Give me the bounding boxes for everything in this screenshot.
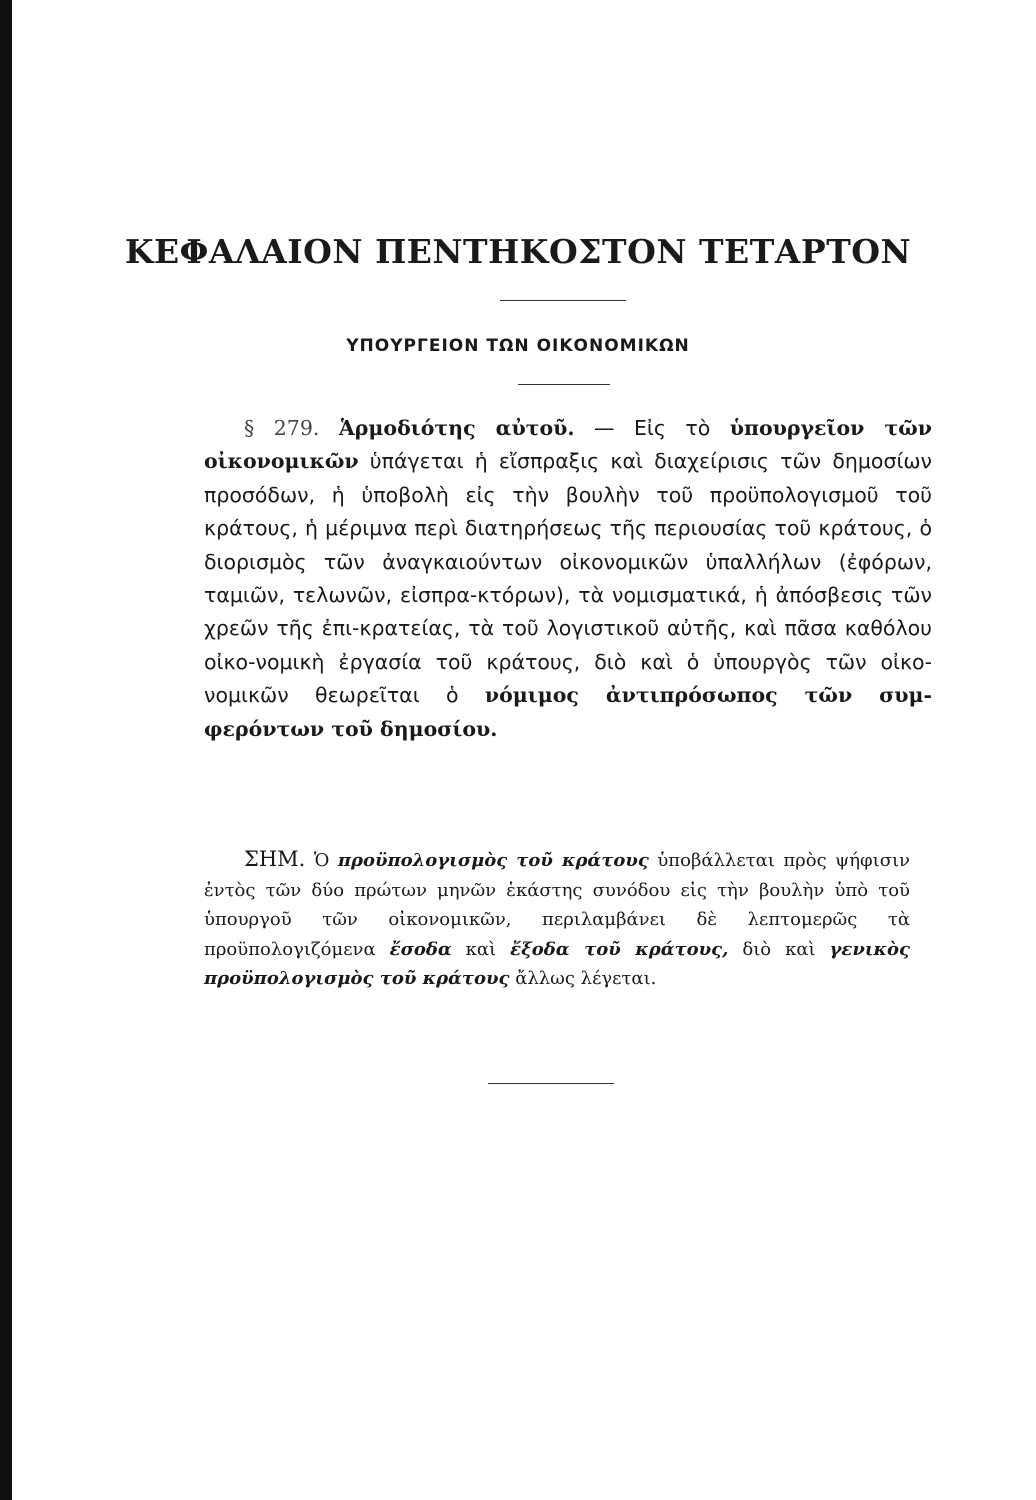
note-text: ὑποβάλλεται πρὸς ψήφισιν ἐντὸς τῶν δύο πρώτων μηνῶν ἑκάστης συνόδου εἰς τὴν βουλὴν ὑπὸ τοῦ ὑπουργοῦ τῶν οἰκονομικῶν, περιλαμβάνει δὲ λεπτομερῶς τὰ προϋπολογιζόμενα	[204, 850, 910, 960]
paragraph-279	[204, 412, 932, 746]
note-label: ΣΗΜ.	[244, 847, 306, 871]
note-emphasis: ἔσοδα	[389, 938, 452, 960]
paragraph-number: § 279.	[244, 416, 320, 440]
paragraph-heading: Ἁρμοδιότης αὐτοῦ.	[338, 416, 575, 440]
paragraph-bold-term: ὑπουργεῖον τῶν οἰκονομικῶν	[204, 416, 932, 474]
note-emphasis: γενικὸς προϋπολογισμὸς τοῦ κράτους	[204, 938, 911, 989]
note-text: διὸ καὶ	[728, 938, 830, 960]
note-emphasis: ἔξοδα τοῦ κράτους,	[510, 938, 729, 960]
paragraph-text: ὑπάγεται ἡ εἴσπραξις καὶ διαχείρισις τῶν δημοσίων προσόδων, ἡ ὑποβολὴ εἰς τὴν βουλὴν τοῦ προϋπολογισμοῦ τοῦ κράτους, ἡ μέριμνα περὶ διατηρήσεως τῆς περιουσίας τοῦ κράτους, ὁ διορισμὸς τῶν ἀναγκαιούντων οἰκονομικῶν ὑπαλλήλων (ἐφόρων, ταμιῶν, τελωνῶν, εἰσπρα-κτόρων), τὰ νομισματικά, ἡ ἀπόσβεσις τῶν χρεῶν τῆς ἐπι-κρατείας, τὰ τοῦ λογιστικοῦ αὐτῆς, καὶ πᾶσα καθόλου οἰκο-νομικὴ ἐργασία τοῦ κράτους, διὸ καὶ ὁ ὑπουργὸς τῶν οἰκο-νομικῶν θεωρεῖται ὁ	[204, 449, 932, 708]
note-text: καὶ	[451, 938, 511, 960]
note-emphasis: προϋπολογισμὸς τοῦ κράτους	[337, 850, 649, 871]
note-text: ἄλλως λέγεται.	[509, 968, 657, 989]
scan-edge-shadow	[0, 0, 12, 1500]
end-divider	[488, 1083, 614, 1084]
section-divider	[518, 384, 610, 385]
note-text: Ὁ	[305, 850, 338, 871]
paragraph-text: — Εἰς τὸ	[574, 416, 730, 440]
paragraph-bold-term: νόμιμος ἀντιπρόσωπος τῶν συμ-φερόντων τοῦ δημοσίου.	[204, 683, 932, 741]
title-divider	[500, 300, 626, 301]
chapter-title: ΚΕΦΑΛΑΙΟΝ ΠΕΝΤΗΚΟΣΤΟΝ ΤΕΤΑΡΤΟΝ	[124, 232, 912, 271]
note-paragraph	[204, 845, 910, 994]
section-title: ΥΠΟΥΡΓΕΙΟΝ ΤΩΝ ΟΙΚΟΝΟΜΙΚΩΝ	[346, 336, 690, 356]
